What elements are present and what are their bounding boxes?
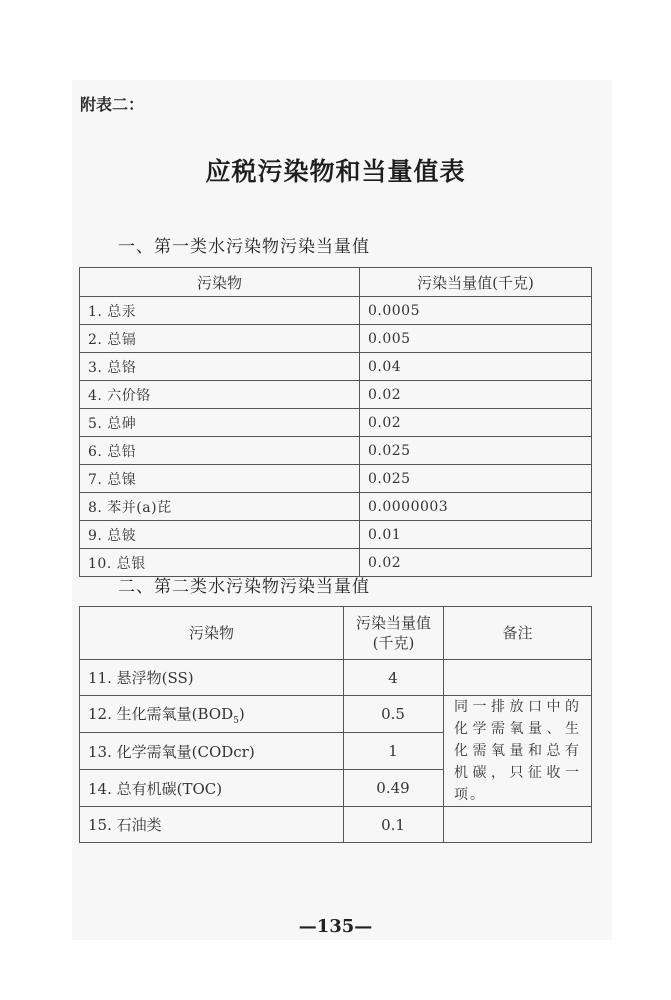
- value-cell: 0.02: [360, 381, 592, 409]
- table-header-row: [80, 268, 592, 297]
- pollutant-cell: [80, 696, 344, 733]
- header-equivalent-value: 污染当量值(千克): [360, 268, 592, 297]
- header-pollutant: 污染物: [80, 607, 344, 660]
- remarks-note: 同一排放口中的化学需氧量、生化需氧量和总有机碳，只征收一项。: [444, 696, 592, 807]
- table-row: [80, 465, 592, 493]
- pollutant-cell: 8. 苯并(a)芘: [80, 493, 360, 521]
- table-row: [80, 437, 592, 465]
- value-cell: 0.025: [360, 465, 592, 493]
- table-row: [80, 807, 592, 843]
- pollutant-cell: 7. 总镍: [80, 465, 360, 493]
- bod-subscript: 5: [233, 715, 239, 726]
- table-row: [80, 696, 592, 733]
- pollutant-cell: 6. 总铅: [80, 437, 360, 465]
- table-row: [80, 297, 592, 325]
- value-cell: 0.02: [360, 409, 592, 437]
- value-cell: 0.04: [360, 353, 592, 381]
- value-cell: 0.02: [360, 549, 592, 577]
- table-row: [80, 325, 592, 353]
- page-title: 应税污染物和当量值表: [205, 157, 466, 186]
- value-cell: 0.5: [344, 696, 444, 733]
- value-cell: 0.01: [360, 521, 592, 549]
- pollutant-cell: 4. 六价铬: [80, 381, 360, 409]
- value-cell: 0.025: [360, 437, 592, 465]
- header-equivalent-value-line1: 污染当量值: [355, 614, 431, 632]
- section-2-heading: 二、第二类水污染物污染当量值: [118, 577, 370, 597]
- pollutant-bod-close: ): [238, 704, 245, 723]
- value-cell: 0.49: [344, 770, 444, 807]
- table-row: [80, 381, 592, 409]
- pollutant-cell: 11. 悬浮物(SS): [80, 660, 344, 696]
- header-remarks: 备注: [444, 607, 592, 660]
- value-cell: 0.005: [360, 325, 592, 353]
- table-row: [80, 521, 592, 549]
- header-pollutant: 污染物: [80, 268, 360, 297]
- pollutant-cell: 2. 总镉: [80, 325, 360, 353]
- table-second-class-pollutants: [79, 606, 592, 843]
- table-first-class-pollutants: [79, 267, 592, 577]
- pollutant-cell: 15. 石油类: [80, 807, 344, 843]
- page-number: —135—: [298, 916, 373, 937]
- table-row: [80, 493, 592, 521]
- pollutant-cell: 9. 总铍: [80, 521, 360, 549]
- table-row: [80, 353, 592, 381]
- pollutant-cell: 1. 总汞: [80, 297, 360, 325]
- section-1-heading: 一、第一类水污染物污染当量值: [118, 237, 370, 257]
- value-cell: 1: [344, 733, 444, 770]
- appendix-label: 附表二：: [80, 95, 145, 114]
- header-equivalent-value: [344, 607, 444, 660]
- header-equivalent-value-unit: (千克): [372, 634, 415, 652]
- table-row: [80, 660, 592, 696]
- table-header-row: [80, 607, 592, 660]
- pollutant-cell: 10. 总银: [80, 549, 360, 577]
- pollutant-cell: 3. 总铬: [80, 353, 360, 381]
- value-cell: 0.0000003: [360, 493, 592, 521]
- value-cell: 0.0005: [360, 297, 592, 325]
- table-row: [80, 409, 592, 437]
- pollutant-cell: 5. 总砷: [80, 409, 360, 437]
- value-cell: 4: [344, 660, 444, 696]
- remarks-empty-cell: [444, 807, 592, 843]
- pollutant-cell: 13. 化学需氧量(CODcr): [80, 733, 344, 770]
- pollutant-cell: 14. 总有机碳(TOC): [80, 770, 344, 807]
- value-cell: 0.1: [344, 807, 444, 843]
- remarks-empty-cell: [444, 660, 592, 696]
- pollutant-bod-text: 12. 生化需氧量(BOD: [88, 704, 234, 723]
